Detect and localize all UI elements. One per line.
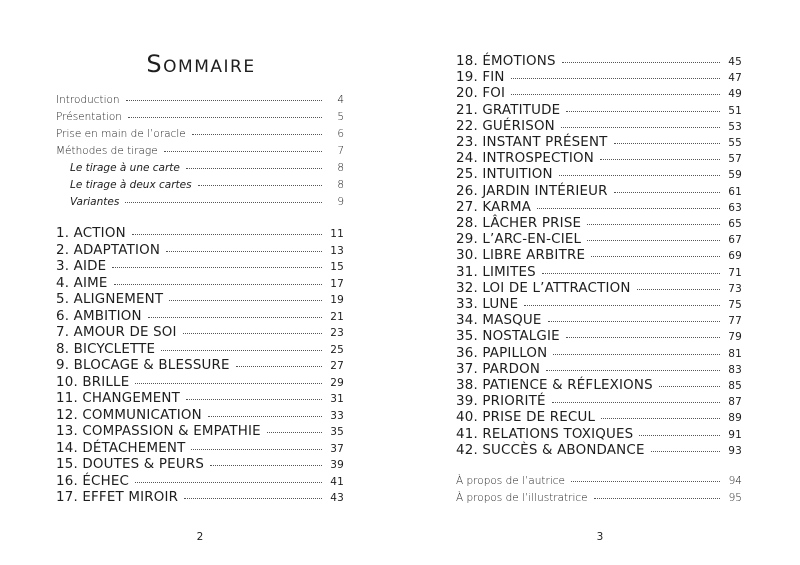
toc-chapter-entry — [56, 243, 344, 258]
dot-leader — [132, 234, 322, 235]
toc-chapter-entry — [456, 329, 742, 344]
dot-leader — [637, 289, 720, 290]
dot-leader — [566, 337, 720, 338]
toc-chapter-entry — [56, 457, 344, 472]
entry-title: À propos de l’autrice — [456, 475, 565, 487]
entry-page-number: 11 — [330, 228, 344, 240]
entry-title: 8. BICYCLETTE — [56, 341, 156, 357]
toc-chapter-entry — [456, 443, 742, 458]
toc-chapter-entry — [456, 167, 742, 182]
toc-chapter-entry — [56, 292, 344, 307]
entry-title: Prise en main de l’oracle — [56, 128, 186, 140]
dot-leader — [125, 202, 322, 203]
toc-chapter-entry — [56, 358, 344, 373]
entry-page-number: 83 — [728, 363, 742, 376]
toc-entry — [70, 162, 344, 174]
dot-leader — [166, 251, 322, 252]
entry-title: 41. RELATIONS TOXIQUES — [456, 426, 634, 442]
toc-chapter-entry — [56, 391, 344, 406]
dot-leader — [561, 127, 720, 128]
entry-title: 35. NOSTALGIE — [456, 329, 560, 345]
entry-title: 36. PAPILLON — [456, 345, 548, 361]
toc-entry — [56, 128, 344, 140]
dot-leader — [192, 134, 322, 135]
entry-page-number: 63 — [728, 201, 742, 214]
entry-title: 14. DÉTACHEMENT — [56, 440, 186, 456]
dot-leader — [562, 62, 720, 63]
entry-title: 18. ÉMOTIONS — [456, 54, 556, 69]
entry-title: 38. PATIENCE & RÉFLEXIONS — [456, 378, 653, 393]
toc-chapter-entry — [56, 226, 344, 241]
dot-leader — [267, 432, 322, 433]
dot-leader — [126, 100, 322, 101]
dot-leader — [208, 416, 322, 417]
toc-chapter-entry — [456, 410, 742, 425]
entry-page-number: 59 — [728, 169, 742, 182]
entry-page-number: 23 — [330, 327, 344, 339]
entry-page-number: 15 — [330, 261, 344, 273]
dot-leader — [594, 498, 720, 499]
entry-title: Le tirage à une carte — [70, 162, 180, 174]
toc-chapter-entry — [56, 375, 344, 390]
dot-leader — [614, 192, 720, 193]
entry-title: 40. PRISE DE RECUL — [456, 410, 596, 426]
toc-chapter-entry — [56, 424, 344, 439]
entry-title: 24. INTROSPECTION — [456, 151, 595, 167]
toc-entry — [56, 145, 344, 157]
toc-chapter-entry — [56, 325, 344, 340]
toc-chapter-entry — [56, 276, 344, 291]
dot-leader — [198, 185, 322, 186]
toc-chapter-entry — [456, 70, 742, 85]
entry-page-number: 51 — [728, 104, 742, 117]
dot-leader — [191, 449, 322, 450]
dot-leader — [587, 224, 720, 225]
entry-title: 33. LUNE — [456, 297, 519, 312]
dot-leader — [639, 435, 720, 436]
dot-leader — [186, 399, 322, 400]
dot-leader — [186, 168, 322, 169]
entry-title: 19. FIN — [456, 70, 505, 86]
dot-leader — [164, 151, 322, 152]
entry-page-number: 75 — [728, 299, 742, 311]
dot-leader — [591, 256, 720, 257]
entry-title: 9. BLOCAGE & BLESSURE — [56, 358, 230, 373]
dot-leader — [511, 78, 720, 79]
toc-chapter-entry — [56, 441, 344, 456]
entry-title: Introduction — [56, 94, 120, 106]
entry-page-number: 31 — [330, 393, 344, 405]
dot-leader — [524, 305, 720, 306]
entry-page-number: 94 — [728, 475, 742, 487]
entry-title: 37. PARDON — [456, 361, 541, 377]
dot-leader — [537, 208, 720, 209]
dot-leader — [566, 111, 720, 112]
entry-page-number: 49 — [728, 88, 742, 101]
toc-chapter-entry — [456, 135, 742, 150]
entry-page-number: 91 — [728, 428, 742, 441]
toc-chapter-entry — [456, 103, 742, 118]
dot-leader — [651, 451, 720, 452]
dot-leader — [659, 386, 720, 387]
entry-title: Méthodes de tirage — [56, 145, 158, 157]
toc-chapter-entry — [456, 216, 742, 231]
entry-page-number: 8 — [337, 179, 344, 191]
entry-title: 30. LIBRE ARBITRE — [456, 248, 586, 264]
entry-page-number: 19 — [330, 294, 344, 306]
entry-title: 28. LÂCHER PRISE — [456, 216, 582, 231]
page-title: SOMMAIRE — [146, 50, 256, 78]
entry-page-number: 95 — [728, 492, 742, 504]
dot-leader — [128, 117, 322, 118]
entry-page-number: 69 — [728, 250, 742, 263]
toc-entry — [56, 111, 344, 123]
entry-title: 20. FOI — [456, 86, 506, 102]
dot-leader — [135, 482, 322, 483]
entry-title: 13. COMPASSION & EMPATHIE — [56, 424, 261, 439]
entry-title: Variantes — [70, 196, 120, 208]
entry-page-number: 93 — [728, 444, 742, 457]
entry-page-number: 9 — [337, 196, 344, 208]
entry-title: 1. ACTION — [56, 226, 126, 241]
toc-chapter-entry — [456, 232, 742, 247]
entry-title: 5. ALIGNEMENT — [56, 292, 164, 307]
entry-page-number: 79 — [728, 331, 742, 344]
dot-leader — [553, 354, 720, 355]
entry-title: 11. CHANGEMENT — [56, 391, 180, 406]
entry-title: 4. AIME — [56, 275, 108, 291]
entry-page-number: 43 — [330, 492, 344, 504]
entry-title: 31. LIMITES — [456, 264, 536, 280]
dot-leader — [135, 383, 322, 384]
entry-page-number: 7 — [337, 145, 344, 157]
toc-chapter-entry — [56, 259, 344, 274]
entry-page-number: 35 — [330, 426, 344, 438]
entry-title: 23. INSTANT PRÉSENT — [456, 135, 608, 150]
entry-title: 22. GUÉRISON — [456, 118, 555, 134]
right-page — [400, 0, 800, 565]
entry-page-number: 39 — [330, 459, 344, 471]
toc-chapter-entry — [456, 200, 742, 215]
entry-page-number: 29 — [330, 376, 344, 389]
toc-entry — [70, 196, 344, 208]
dot-leader — [114, 284, 322, 285]
toc-chapter-entry — [456, 346, 742, 361]
entry-title: 34. MASQUE — [456, 313, 542, 329]
dot-leader — [548, 321, 720, 322]
dot-leader — [552, 402, 720, 403]
toc-chapter-entry — [456, 151, 742, 166]
entry-page-number: 57 — [728, 153, 742, 166]
dot-leader — [169, 300, 322, 301]
dot-leader — [601, 418, 720, 419]
entry-title: 39. PRIORITÉ — [456, 394, 546, 410]
entry-page-number: 85 — [728, 380, 742, 392]
toc-chapter-entry — [456, 378, 742, 393]
entry-title: 26. JARDIN INTÉRIEUR — [456, 183, 608, 199]
entry-title: 12. COMMUNICATION — [56, 407, 202, 423]
dot-leader — [542, 273, 720, 274]
entry-title: 2. ADAPTATION — [56, 242, 161, 258]
entry-title: 32. LOI DE L’ATTRACTION — [456, 280, 631, 296]
entry-page-number: 45 — [728, 56, 742, 68]
entry-page-number: 53 — [728, 120, 742, 133]
toc-chapter-entry — [56, 408, 344, 423]
entry-page-number: 41 — [330, 475, 344, 488]
entry-page-number: 55 — [728, 137, 742, 149]
entry-page-number: 5 — [337, 111, 344, 123]
toc-chapter-entry — [456, 313, 742, 328]
entry-page-number: 47 — [728, 72, 742, 85]
entry-title: 17. EFFET MIROIR — [56, 490, 179, 505]
entry-page-number: 65 — [728, 218, 742, 230]
toc-entry — [70, 179, 344, 191]
entry-page-number: 81 — [728, 347, 742, 360]
entry-title: Le tirage à deux cartes — [70, 179, 192, 191]
entry-page-number: 4 — [337, 94, 344, 106]
dot-leader — [236, 366, 322, 367]
entry-title: 21. GRATITUDE — [456, 102, 561, 118]
entry-title: 16. ÉCHEC — [56, 473, 130, 489]
toc-chapter-entry — [456, 248, 742, 263]
page-number-left: 2 — [196, 531, 204, 543]
dot-leader — [112, 267, 322, 268]
entry-page-number: 61 — [728, 185, 742, 198]
dot-leader — [559, 175, 720, 176]
entry-title: 42. SUCCÈS & ABONDANCE — [456, 442, 645, 458]
toc-entry — [56, 94, 344, 106]
dot-leader — [546, 370, 720, 371]
entry-page-number: 73 — [728, 282, 742, 295]
entry-page-number: 27 — [330, 360, 344, 372]
dot-leader — [571, 481, 720, 482]
toc-chapter-entry — [456, 297, 742, 312]
entry-title: 25. INTUITION — [456, 167, 553, 183]
toc-entry — [456, 492, 742, 504]
toc-chapter-entry — [56, 474, 344, 489]
dot-leader — [587, 240, 720, 241]
toc-chapter-entry — [56, 342, 344, 357]
entry-title: 27. KARMA — [456, 199, 532, 215]
entry-page-number: 87 — [728, 396, 742, 409]
entry-title: 10. BRILLE — [56, 374, 130, 390]
toc-chapter-entry — [456, 281, 742, 296]
entry-title: 6. AMBITION — [56, 308, 142, 324]
entry-page-number: 8 — [337, 162, 344, 174]
page-number-right: 3 — [596, 531, 604, 543]
toc-chapter-entry — [456, 86, 742, 101]
entry-page-number: 77 — [728, 315, 742, 328]
entry-page-number: 37 — [330, 442, 344, 455]
entry-title: 3. AIDE — [56, 259, 107, 274]
dot-leader — [161, 350, 322, 351]
toc-chapter-entry — [56, 309, 344, 324]
dot-leader — [614, 143, 720, 144]
entry-title: 15. DOUTES & PEURS — [56, 457, 205, 472]
entry-page-number: 25 — [330, 343, 344, 356]
entry-page-number: 6 — [337, 128, 344, 140]
entry-page-number: 89 — [728, 412, 742, 425]
entry-title: 29. L’ARC-EN-CIEL — [456, 232, 582, 248]
toc-chapter-entry — [456, 427, 742, 442]
entry-page-number: 21 — [330, 310, 344, 323]
entry-page-number: 67 — [728, 234, 742, 247]
dot-leader — [210, 465, 322, 466]
toc-chapter-entry — [56, 490, 344, 505]
entry-title: À propos de l’illustratrice — [456, 492, 588, 504]
toc-entry — [456, 475, 742, 487]
entry-page-number: 17 — [330, 277, 344, 290]
toc-chapter-entry — [456, 362, 742, 377]
entry-page-number: 33 — [330, 409, 344, 422]
toc-chapter-entry — [456, 394, 742, 409]
toc-chapter-entry — [456, 184, 742, 199]
dot-leader — [183, 333, 322, 334]
entry-title: Présentation — [56, 111, 122, 123]
entry-title: 7. AMOUR DE SOI — [56, 325, 177, 340]
dot-leader — [511, 94, 720, 95]
dot-leader — [148, 317, 322, 318]
toc-chapter-entry — [456, 54, 742, 69]
entry-page-number: 13 — [330, 244, 344, 257]
dot-leader — [600, 159, 720, 160]
entry-page-number: 71 — [728, 266, 742, 279]
toc-chapter-entry — [456, 119, 742, 134]
toc-chapter-entry — [456, 265, 742, 280]
dot-leader — [184, 498, 322, 499]
